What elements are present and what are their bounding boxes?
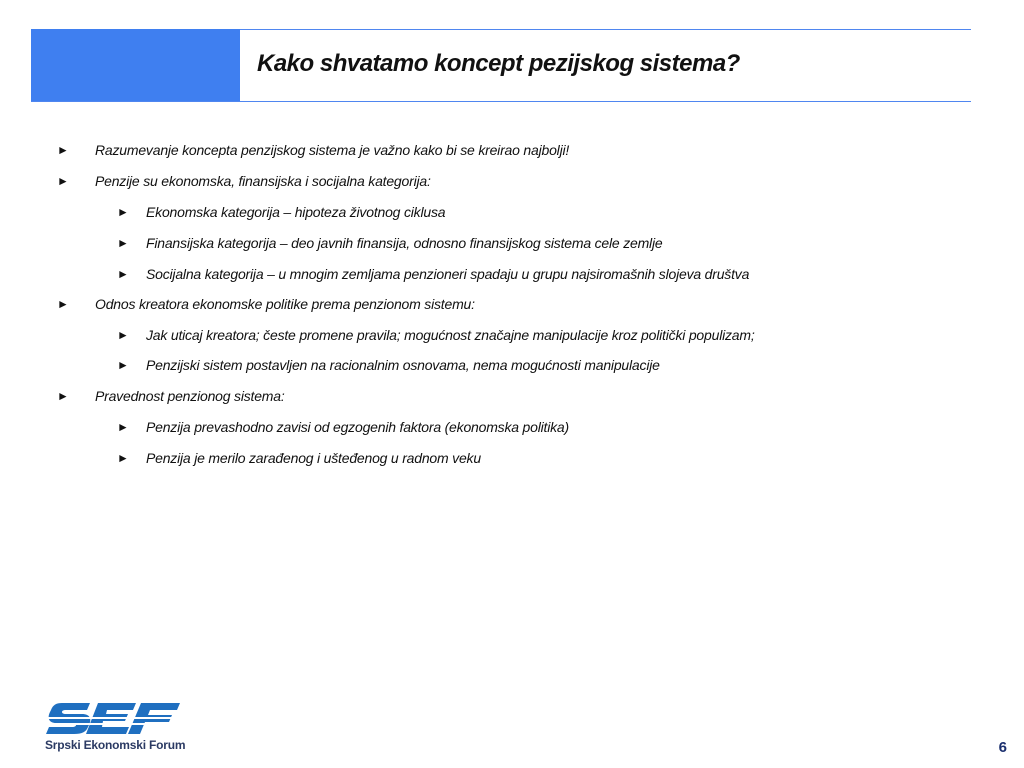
bullet-arrow-icon: ► — [57, 389, 69, 403]
sub-bullet-item — [117, 233, 662, 253]
bullet-arrow-icon: ► — [117, 451, 129, 465]
bullet-text: Penzijski sistem postavljen na racionalnim osnovama, nema mogućnosti manipulacije — [146, 357, 660, 373]
sub-bullet-item — [117, 325, 755, 345]
bullet-text: Pravednost penzionog sistema: — [95, 388, 285, 404]
bullet-item — [57, 171, 431, 191]
bullet-arrow-icon: ► — [57, 174, 69, 188]
bullet-text: Ekonomska kategorija – hipoteza životnog ciklusa — [146, 204, 446, 220]
sub-bullet-item — [117, 202, 445, 222]
slide-title: Kako shvatamo koncept pezijskog sistema? — [257, 50, 740, 77]
bullet-text: Penzije su ekonomska, finansijska i socijalna kategorija: — [95, 173, 431, 189]
header-bottom-rule — [31, 101, 971, 102]
bullet-text: Razumevanje koncepta penzijskog sistema je važno kako bi se kreirao najbolji! — [95, 142, 570, 158]
bullet-text: Jak uticaj kreatora; česte promene pravila; mogućnost značajne manipulacije kroz politički populizam; — [146, 327, 755, 343]
bullet-text: Socijalna kategorija – u mnogim zemljama penzioneri spadaju u grupu najsiromašnih slojeva društva — [146, 266, 750, 282]
logo-subtitle: Srpski Ekonomski Forum — [45, 738, 186, 752]
bullet-text: Odnos kreatora ekonomske politike prema penzionom sistemu: — [95, 296, 475, 312]
sub-bullet-item — [117, 264, 749, 284]
bullet-arrow-icon: ► — [117, 358, 129, 372]
bullet-arrow-icon: ► — [117, 328, 129, 342]
sub-bullet-item — [117, 417, 569, 437]
bullet-arrow-icon: ► — [117, 236, 129, 250]
bullet-arrow-icon: ► — [117, 205, 129, 219]
bullet-text: Penzija prevashodno zavisi od egzogenih faktora (ekonomska politika) — [146, 419, 569, 435]
bullet-item — [57, 140, 569, 160]
page-number: 6 — [998, 739, 1007, 756]
bullet-arrow-icon: ► — [57, 143, 69, 157]
bullet-arrow-icon: ► — [117, 267, 129, 281]
bullet-text: Penzija je merilo zarađenog i uštеđenog u radnom veku — [146, 450, 481, 466]
bullet-item — [57, 294, 475, 314]
bullet-arrow-icon: ► — [57, 297, 69, 311]
header-accent-block — [31, 29, 240, 101]
bullet-item — [57, 386, 285, 406]
sub-bullet-item — [117, 448, 481, 468]
logo-wordmark — [44, 703, 196, 734]
sub-bullet-item — [117, 355, 660, 375]
bullet-arrow-icon: ► — [117, 420, 129, 434]
bullet-text: Finansijska kategorija – deo javnih finansija, odnosno finansijskog sistema cele zemlje — [146, 235, 663, 251]
